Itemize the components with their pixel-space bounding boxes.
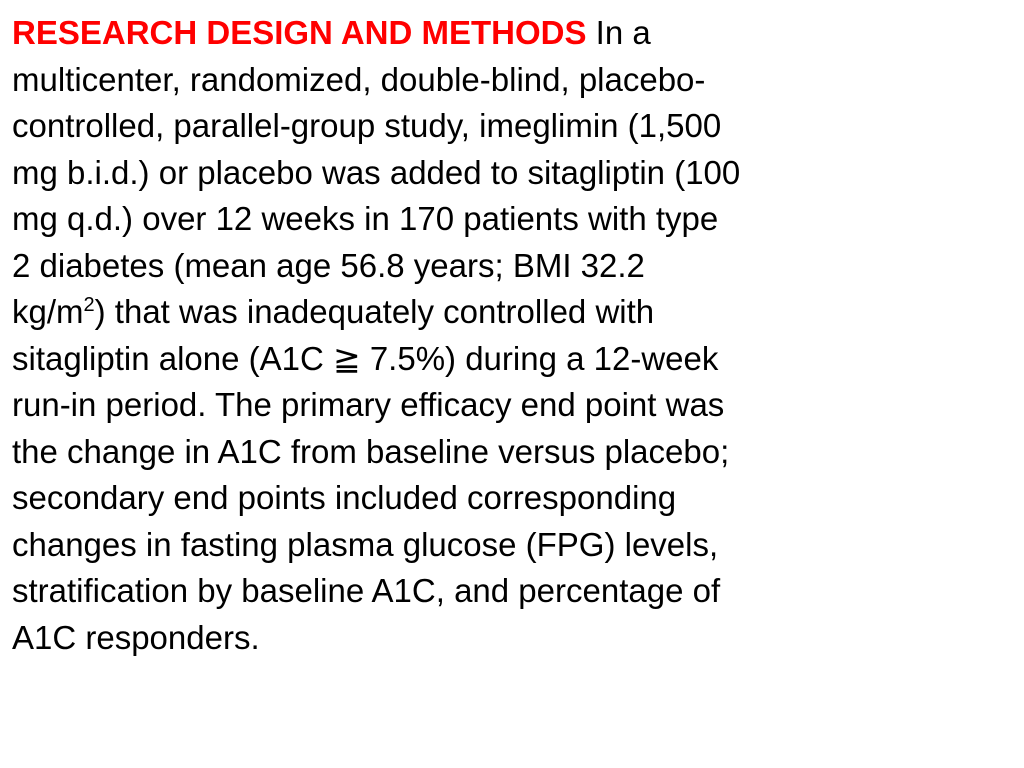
superscript: 2 [83, 294, 95, 316]
text-line-4: mg b.i.d.) or placebo was added to sitagliptin (100 [12, 153, 741, 191]
section-heading: RESEARCH DESIGN AND METHODS [12, 14, 587, 51]
text-line-7 [12, 289, 1014, 336]
text-segment: kg/m [12, 293, 84, 330]
text-line-12: changes in fasting plasma glucose (FPG) levels, [12, 525, 719, 563]
text-line-5: mg q.d.) over 12 weeks in 170 patients with type [12, 200, 719, 237]
text-segment: ) that was inadequately controlled with [94, 293, 655, 330]
text-line-13: stratification by baseline A1C, and percentage of [12, 572, 721, 609]
text-segment: In a [586, 14, 651, 51]
abstract-text [12, 10, 1014, 661]
text-line-10: the change in A1C from baseline versus placebo; [12, 432, 730, 470]
text-line-6: 2 diabetes (mean age 56.8 years; BMI 32.2 [12, 246, 645, 284]
text-line-14: A1C responders. [12, 618, 260, 656]
text-line-2: multicenter, randomized, double-blind, placebo- [12, 60, 706, 98]
text-line-8: sitagliptin alone (A1C ≧ 7.5%) during a 12-week [12, 339, 719, 377]
text-line-3: controlled, parallel-group study, imeglimin (1,500 [12, 107, 722, 144]
text-line-1 [12, 10, 1014, 57]
text-line-9: run-in period. The primary efficacy end point was [12, 386, 725, 423]
text-line-11: secondary end points included corresponding [12, 479, 677, 516]
